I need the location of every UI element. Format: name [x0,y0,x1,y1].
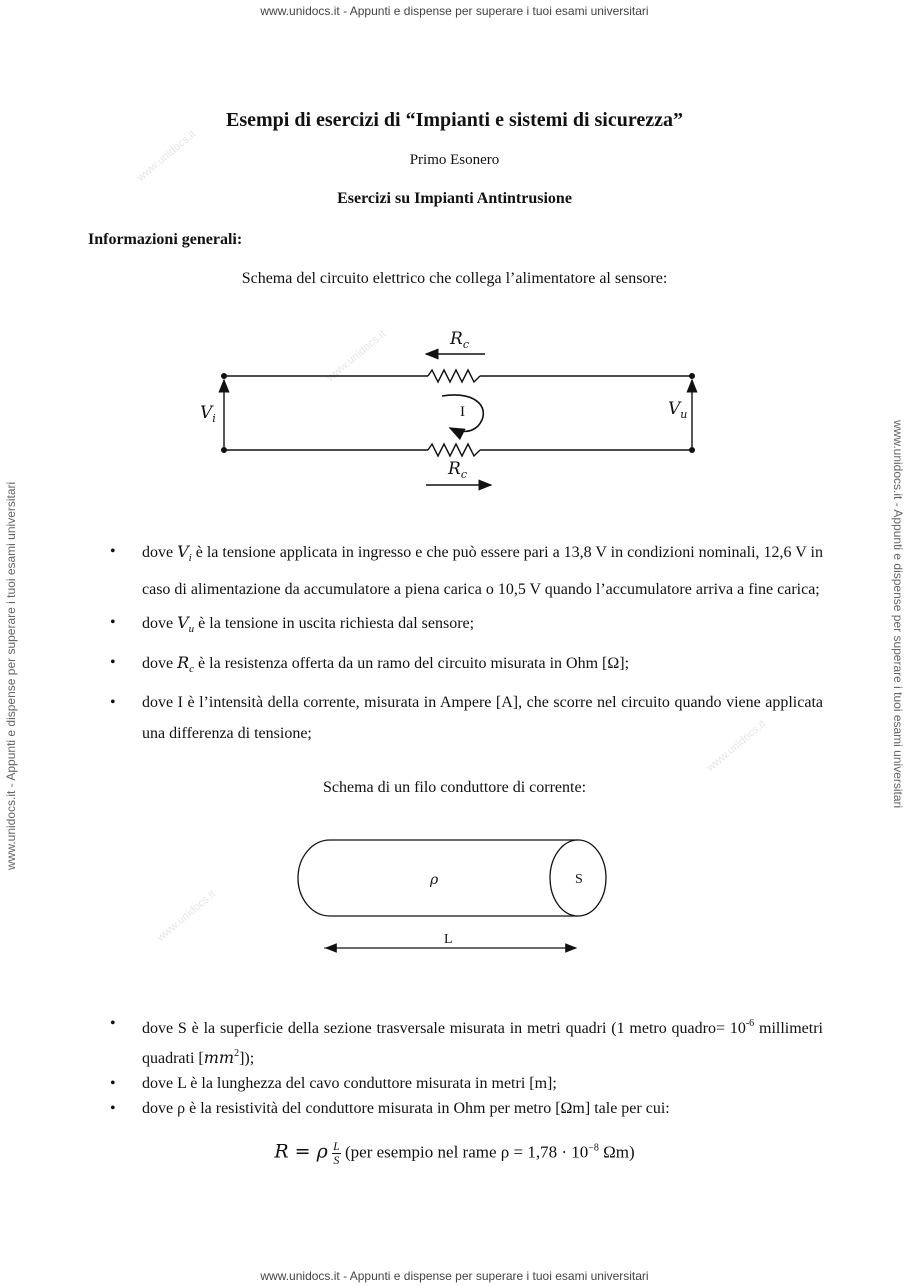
svg-text:Rc [449,329,469,351]
resistor-top [428,370,480,382]
list-item: • dove L è la lunghezza del cavo conduttore misurata in metri [m]; [110,1071,823,1096]
fraction: $\frac{L}{S}$ [333,1139,340,1167]
vi-label: V [200,403,213,423]
current-label: I [460,404,465,420]
section-title: Esercizi su Impianti Antintrusione [337,190,572,207]
page-title: Esempi di esercizi di “Impianti e sistemi di sicurezza” [225,109,683,131]
list-item: • dove $R_c$ è la resistenza offerta da un ramo del circuito misurata in Ohm [Ω]; [110,647,823,685]
vi-sub: i [212,412,216,425]
watermark-left: www.unidocs.it - Appunti e dispense per superare i tuoi esami universitari [4,481,18,870]
wire-bullet-list [110,1011,823,1121]
svg-text:Vi [200,403,216,425]
s-label: S [575,872,583,887]
list-item: • dove $V_i$ è la tensione applicata in ingresso e che può essere pari a 13,8 V in condizioni nominali, 12,6 V in caso di alimentazione da accumulatore a piena carica o 10,5 V quando l’accumulatore arriva a fine carica; [110,536,823,605]
list-item: • dove I è l’intensità della corrente, misurata in Ampere [A], che scorre nel circuito quando viene applicata una differenza di tensione; [110,687,823,749]
info-heading: Informazioni generali: [88,231,243,248]
rc-bottom-sub: c [460,468,467,481]
caption-wire: Schema di un filo conduttore di corrente: [322,779,587,796]
node [689,373,695,379]
rc-bottom-label: R [448,459,461,479]
ghost-watermark: www.unidocs.it [324,328,389,384]
ghost-watermark: www.unidocs.it [704,718,769,774]
watermark-bottom: www.unidocs.it - Appunti e dispense per superare i tuoi esami universitari [260,1269,649,1283]
node [221,373,227,379]
svg-text:Vu [668,399,687,421]
ghost-watermark: www.unidocs.it [134,128,199,184]
rc-top-label: R [450,329,463,349]
resistance-formula: R = ρ $\frac{L}{S}$ (per esempio nel rame $\rho = 1,78 \cdot 10^{-8}$ Ωm) [274,1139,635,1167]
wire-diagram [290,832,620,962]
list-item: • dove $V_u$ è la tensione in uscita richiesta dal sensore; [110,607,823,645]
l-label: L [444,932,453,947]
ghost-watermark: www.unidocs.it [154,888,219,944]
page-subtitle: Primo Esonero [409,152,500,168]
vu-sub: u [680,408,688,421]
watermark-right: www.unidocs.it - Appunti e dispense per superare i tuoi esami universitari [891,420,905,809]
vu-label: V [668,399,681,419]
circuit-diagram [180,320,740,500]
list-item: • dove S è la superficie della sezione trasversale misurata in metri quadri (1 metro quadro= $10^{-6}$ millimetri quadrati $[mm^2]$); [110,1011,823,1071]
watermark-top: www.unidocs.it - Appunti e dispense per superare i tuoi esami universitari [260,4,649,18]
list-item: • dove ρ è la resistività del conduttore misurata in Ohm per metro [Ωm] tale per cui: [110,1096,823,1121]
rc-top-sub: c [462,338,469,351]
svg-text:Rc [447,459,467,481]
circuit-bullet-list [110,536,823,751]
rho-label: ρ [430,872,439,888]
resistor-bottom [428,444,480,456]
caption-circuit: Schema del circuito elettrico che collega l’alimentatore al sensore: [241,270,668,287]
